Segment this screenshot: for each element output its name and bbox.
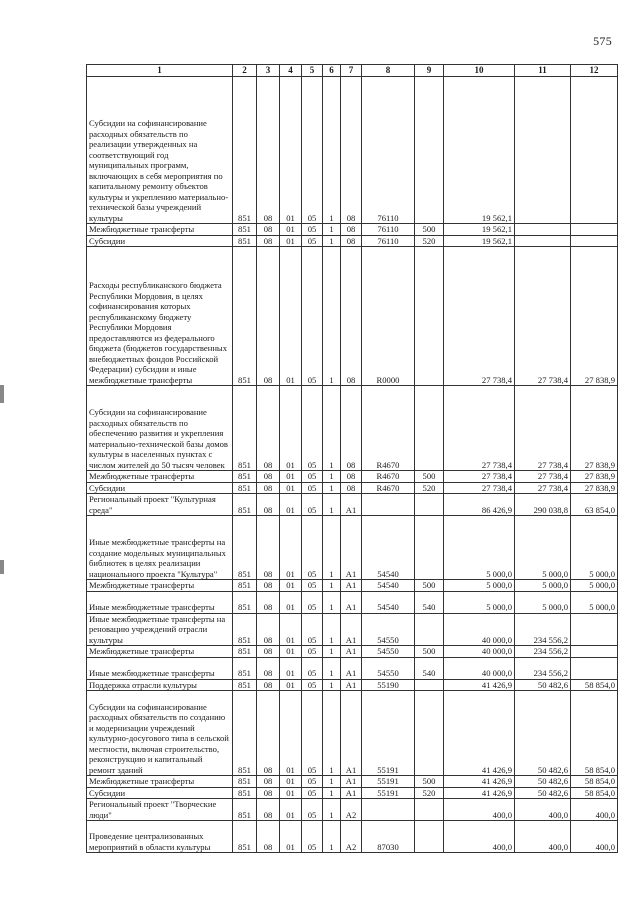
cell-c2: 851 (233, 613, 257, 646)
cell-c11: 50 482,6 (515, 679, 571, 691)
cell-c10: 40 000,0 (444, 657, 515, 679)
cell-c2: 851 (233, 776, 257, 788)
cell-c12: 58 854,0 (571, 679, 618, 691)
cell-c5: 05 (302, 679, 323, 691)
cell-c11: 234 556,2 (515, 657, 571, 679)
cell-c3: 08 (257, 224, 280, 236)
cell-c12 (571, 646, 618, 658)
cell-c4: 01 (280, 679, 302, 691)
cell-c3: 08 (257, 235, 280, 247)
cell-c10: 41 426,9 (444, 679, 515, 691)
cell-c4: 01 (280, 580, 302, 592)
cell-c5: 05 (302, 799, 323, 821)
cell-c11: 5 000,0 (515, 591, 571, 613)
row-name: Иные межбюджетные трансферты (87, 591, 233, 613)
cell-c6: 1 (323, 471, 341, 483)
cell-c8: 55190 (362, 679, 415, 691)
cell-c6: 1 (323, 821, 341, 853)
cell-c7: 08 (341, 386, 362, 471)
cell-c3: 08 (257, 386, 280, 471)
column-header: 3 (257, 65, 280, 77)
budget-table (86, 64, 618, 853)
cell-c7: 08 (341, 471, 362, 483)
cell-c12: 58 854,0 (571, 776, 618, 788)
cell-c10: 27 738,4 (444, 482, 515, 494)
cell-c3: 08 (257, 679, 280, 691)
cell-c9 (415, 247, 444, 386)
scan-edge-mark (0, 560, 4, 574)
cell-c10: 40 000,0 (444, 646, 515, 658)
cell-c5: 05 (302, 646, 323, 658)
cell-c3: 08 (257, 580, 280, 592)
cell-c2: 851 (233, 580, 257, 592)
cell-c8: 55191 (362, 691, 415, 776)
cell-c12: 27 838,9 (571, 471, 618, 483)
cell-c11 (515, 77, 571, 224)
cell-c6: 1 (323, 77, 341, 224)
cell-c4: 01 (280, 516, 302, 580)
cell-c12 (571, 77, 618, 224)
cell-c2: 851 (233, 77, 257, 224)
cell-c9: 540 (415, 591, 444, 613)
cell-c3: 08 (257, 516, 280, 580)
cell-c5: 05 (302, 471, 323, 483)
table-row (87, 77, 618, 224)
cell-c2: 851 (233, 821, 257, 853)
cell-c5: 05 (302, 494, 323, 516)
row-name: Межбюджетные трансферты (87, 471, 233, 483)
cell-c5: 05 (302, 691, 323, 776)
cell-c5: 05 (302, 224, 323, 236)
cell-c7: 08 (341, 77, 362, 224)
cell-c3: 08 (257, 494, 280, 516)
row-name: Субсидии на софинансирование расходных обязательств по обеспечению развития и укрепления материально-технической базы домов культуры в населенных пунктах с числом жителей до 50 тысяч человек (87, 386, 233, 471)
scan-edge-mark (0, 385, 4, 403)
cell-c11: 5 000,0 (515, 580, 571, 592)
cell-c11: 290 038,8 (515, 494, 571, 516)
cell-c9 (415, 799, 444, 821)
table-row (87, 235, 618, 247)
column-header: 9 (415, 65, 444, 77)
cell-c5: 05 (302, 591, 323, 613)
cell-c4: 01 (280, 77, 302, 224)
table-row (87, 646, 618, 658)
cell-c8: 54540 (362, 591, 415, 613)
cell-c3: 08 (257, 247, 280, 386)
cell-c11 (515, 235, 571, 247)
table-body (87, 77, 618, 853)
table-row (87, 247, 618, 386)
cell-c4: 01 (280, 821, 302, 853)
cell-c10: 41 426,9 (444, 691, 515, 776)
cell-c6: 1 (323, 646, 341, 658)
column-header: 1 (87, 65, 233, 77)
cell-c4: 01 (280, 799, 302, 821)
column-header: 7 (341, 65, 362, 77)
row-name: Субсидии (87, 235, 233, 247)
cell-c9 (415, 77, 444, 224)
cell-c12: 27 838,9 (571, 386, 618, 471)
column-header: 5 (302, 65, 323, 77)
cell-c9: 500 (415, 224, 444, 236)
row-name: Иные межбюджетные трансферты на создание модельных муниципальных библиотек в целях реализации национального проекта "Культура" (87, 516, 233, 580)
table-row (87, 613, 618, 646)
cell-c6: 1 (323, 787, 341, 799)
cell-c8: 54540 (362, 516, 415, 580)
cell-c10: 27 738,4 (444, 247, 515, 386)
cell-c6: 1 (323, 591, 341, 613)
cell-c3: 08 (257, 646, 280, 658)
row-name: Межбюджетные трансферты (87, 646, 233, 658)
cell-c3: 08 (257, 657, 280, 679)
cell-c6: 1 (323, 799, 341, 821)
cell-c9: 540 (415, 657, 444, 679)
column-header: 6 (323, 65, 341, 77)
cell-c12: 400,0 (571, 799, 618, 821)
cell-c9 (415, 516, 444, 580)
cell-c7: A1 (341, 657, 362, 679)
cell-c6: 1 (323, 235, 341, 247)
cell-c11: 27 738,4 (515, 471, 571, 483)
cell-c8 (362, 494, 415, 516)
cell-c2: 851 (233, 482, 257, 494)
cell-c8: 55191 (362, 776, 415, 788)
cell-c10: 5 000,0 (444, 516, 515, 580)
row-name: Расходы республиканского бюджета Республики Мордовия, в целях софинансирования которых республиканскому бюджету Республики Мордовия предоставляются из федерального бюджета (бюджетов государственных внебюджетных фондов Российской Федерации) субсидии и иные межбюджетные трансферты (87, 247, 233, 386)
column-header: 10 (444, 65, 515, 77)
cell-c8: 76110 (362, 235, 415, 247)
table-row (87, 482, 618, 494)
cell-c2: 851 (233, 679, 257, 691)
cell-c2: 851 (233, 657, 257, 679)
cell-c2: 851 (233, 691, 257, 776)
cell-c10: 19 562,1 (444, 224, 515, 236)
cell-c12: 27 838,9 (571, 482, 618, 494)
cell-c12 (571, 235, 618, 247)
table-row (87, 516, 618, 580)
cell-c7: 08 (341, 247, 362, 386)
cell-c3: 08 (257, 613, 280, 646)
cell-c6: 1 (323, 580, 341, 592)
cell-c5: 05 (302, 77, 323, 224)
cell-c4: 01 (280, 471, 302, 483)
cell-c5: 05 (302, 776, 323, 788)
row-name: Субсидии на софинансирование расходных обязательств по реализации утвержденных на соответствующий год муниципальных программ, включающих в себя мероприятия по капитальному ремонту объектов культуры и укреплению материально-технической базы учреждений культуры (87, 77, 233, 224)
cell-c3: 08 (257, 787, 280, 799)
cell-c10: 400,0 (444, 821, 515, 853)
cell-c11: 234 556,2 (515, 646, 571, 658)
table-row (87, 787, 618, 799)
table-row (87, 591, 618, 613)
cell-c12 (571, 613, 618, 646)
cell-c6: 1 (323, 224, 341, 236)
cell-c9 (415, 494, 444, 516)
cell-c9 (415, 613, 444, 646)
cell-c5: 05 (302, 580, 323, 592)
cell-c11: 5 000,0 (515, 516, 571, 580)
cell-c8: R4670 (362, 482, 415, 494)
cell-c10: 27 738,4 (444, 386, 515, 471)
table-row (87, 821, 618, 853)
page-number: 575 (593, 34, 612, 48)
cell-c5: 05 (302, 613, 323, 646)
table-row (87, 471, 618, 483)
cell-c5: 05 (302, 516, 323, 580)
cell-c3: 08 (257, 482, 280, 494)
cell-c8: 87030 (362, 821, 415, 853)
table-row (87, 224, 618, 236)
cell-c9: 500 (415, 471, 444, 483)
cell-c7: A2 (341, 799, 362, 821)
cell-c7: A2 (341, 821, 362, 853)
cell-c4: 01 (280, 224, 302, 236)
cell-c4: 01 (280, 591, 302, 613)
column-header: 8 (362, 65, 415, 77)
row-name: Региональный проект "Творческие люди" (87, 799, 233, 821)
cell-c5: 05 (302, 482, 323, 494)
cell-c10: 19 562,1 (444, 235, 515, 247)
cell-c8: 54550 (362, 657, 415, 679)
cell-c12: 63 854,0 (571, 494, 618, 516)
cell-c7: A1 (341, 787, 362, 799)
cell-c7: A1 (341, 691, 362, 776)
cell-c7: A1 (341, 776, 362, 788)
cell-c10: 27 738,4 (444, 471, 515, 483)
cell-c2: 851 (233, 787, 257, 799)
cell-c3: 08 (257, 77, 280, 224)
cell-c4: 01 (280, 235, 302, 247)
cell-c6: 1 (323, 613, 341, 646)
cell-c11: 234 556,2 (515, 613, 571, 646)
row-name: Субсидии на софинансирование расходных обязательств по созданию и модернизации учреждений культурно-досугового типа в сельской местности, включая строительство, реконструкцию и капитальный ремонт зданий (87, 691, 233, 776)
cell-c4: 01 (280, 787, 302, 799)
cell-c6: 1 (323, 776, 341, 788)
cell-c7: 08 (341, 235, 362, 247)
cell-c6: 1 (323, 247, 341, 386)
cell-c10: 400,0 (444, 799, 515, 821)
cell-c2: 851 (233, 386, 257, 471)
cell-c6: 1 (323, 386, 341, 471)
cell-c11: 50 482,6 (515, 776, 571, 788)
cell-c10: 86 426,9 (444, 494, 515, 516)
cell-c4: 01 (280, 657, 302, 679)
cell-c2: 851 (233, 224, 257, 236)
cell-c7: A1 (341, 516, 362, 580)
cell-c2: 851 (233, 591, 257, 613)
cell-c6: 1 (323, 679, 341, 691)
cell-c10: 40 000,0 (444, 613, 515, 646)
cell-c8: 76110 (362, 224, 415, 236)
row-name: Региональный проект "Культурная среда" (87, 494, 233, 516)
table-row (87, 691, 618, 776)
cell-c9 (415, 821, 444, 853)
cell-c9: 520 (415, 482, 444, 494)
cell-c7: A1 (341, 646, 362, 658)
cell-c9: 500 (415, 776, 444, 788)
cell-c12: 5 000,0 (571, 516, 618, 580)
cell-c8 (362, 799, 415, 821)
row-name: Субсидии (87, 787, 233, 799)
table-row (87, 494, 618, 516)
cell-c5: 05 (302, 657, 323, 679)
row-name: Иные межбюджетные трансферты на реновацию учреждений отрасли культуры (87, 613, 233, 646)
cell-c8: R4670 (362, 386, 415, 471)
table-row (87, 657, 618, 679)
cell-c2: 851 (233, 799, 257, 821)
cell-c9 (415, 386, 444, 471)
cell-c5: 05 (302, 821, 323, 853)
cell-c7: A1 (341, 679, 362, 691)
cell-c6: 1 (323, 691, 341, 776)
cell-c2: 851 (233, 235, 257, 247)
cell-c12: 5 000,0 (571, 580, 618, 592)
cell-c6: 1 (323, 494, 341, 516)
cell-c12 (571, 657, 618, 679)
row-name: Межбюджетные трансферты (87, 776, 233, 788)
cell-c11: 400,0 (515, 821, 571, 853)
cell-c10: 5 000,0 (444, 580, 515, 592)
cell-c11: 50 482,6 (515, 787, 571, 799)
cell-c6: 1 (323, 516, 341, 580)
cell-c2: 851 (233, 494, 257, 516)
row-name: Межбюджетные трансферты (87, 224, 233, 236)
table-row (87, 799, 618, 821)
cell-c6: 1 (323, 657, 341, 679)
cell-c2: 851 (233, 471, 257, 483)
cell-c12: 400,0 (571, 821, 618, 853)
cell-c8: 54540 (362, 580, 415, 592)
column-header: 11 (515, 65, 571, 77)
cell-c9 (415, 679, 444, 691)
cell-c8: 55191 (362, 787, 415, 799)
cell-c9: 500 (415, 646, 444, 658)
cell-c4: 01 (280, 247, 302, 386)
cell-c12 (571, 224, 618, 236)
cell-c4: 01 (280, 386, 302, 471)
table-row (87, 776, 618, 788)
cell-c11: 27 738,4 (515, 247, 571, 386)
row-name: Поддержка отрасли культуры (87, 679, 233, 691)
cell-c3: 08 (257, 471, 280, 483)
cell-c4: 01 (280, 482, 302, 494)
cell-c4: 01 (280, 776, 302, 788)
cell-c3: 08 (257, 691, 280, 776)
cell-c5: 05 (302, 787, 323, 799)
cell-c6: 1 (323, 482, 341, 494)
cell-c11: 50 482,6 (515, 691, 571, 776)
row-name: Субсидии (87, 482, 233, 494)
cell-c12: 5 000,0 (571, 591, 618, 613)
table-row (87, 580, 618, 592)
cell-c7: A1 (341, 580, 362, 592)
cell-c8: R0000 (362, 247, 415, 386)
cell-c2: 851 (233, 646, 257, 658)
cell-c10: 41 426,9 (444, 776, 515, 788)
cell-c2: 851 (233, 516, 257, 580)
cell-c4: 01 (280, 646, 302, 658)
column-header: 2 (233, 65, 257, 77)
cell-c10: 41 426,9 (444, 787, 515, 799)
cell-c3: 08 (257, 821, 280, 853)
cell-c11: 27 738,4 (515, 482, 571, 494)
cell-c2: 851 (233, 247, 257, 386)
cell-c12: 58 854,0 (571, 691, 618, 776)
cell-c8: R4670 (362, 471, 415, 483)
cell-c3: 08 (257, 799, 280, 821)
cell-c11: 27 738,4 (515, 386, 571, 471)
cell-c4: 01 (280, 613, 302, 646)
cell-c9 (415, 691, 444, 776)
cell-c7: A1 (341, 613, 362, 646)
cell-c7: 08 (341, 224, 362, 236)
header-row (87, 65, 618, 77)
cell-c8: 76110 (362, 77, 415, 224)
row-name: Межбюджетные трансферты (87, 580, 233, 592)
cell-c7: A1 (341, 494, 362, 516)
cell-c8: 54550 (362, 613, 415, 646)
column-header: 4 (280, 65, 302, 77)
cell-c10: 5 000,0 (444, 591, 515, 613)
cell-c7: A1 (341, 591, 362, 613)
cell-c5: 05 (302, 235, 323, 247)
column-header: 12 (571, 65, 618, 77)
cell-c9: 520 (415, 235, 444, 247)
table-row (87, 386, 618, 471)
row-name: Проведение централизованных мероприятий в области культуры (87, 821, 233, 853)
cell-c11: 400,0 (515, 799, 571, 821)
table-row (87, 679, 618, 691)
cell-c3: 08 (257, 591, 280, 613)
cell-c12: 58 854,0 (571, 787, 618, 799)
cell-c9: 500 (415, 580, 444, 592)
cell-c5: 05 (302, 247, 323, 386)
cell-c11 (515, 224, 571, 236)
cell-c7: 08 (341, 482, 362, 494)
cell-c12: 27 838,9 (571, 247, 618, 386)
row-name: Иные межбюджетные трансферты (87, 657, 233, 679)
cell-c8: 54550 (362, 646, 415, 658)
cell-c3: 08 (257, 776, 280, 788)
cell-c4: 01 (280, 691, 302, 776)
cell-c9: 520 (415, 787, 444, 799)
cell-c4: 01 (280, 494, 302, 516)
cell-c10: 19 562,1 (444, 77, 515, 224)
cell-c5: 05 (302, 386, 323, 471)
